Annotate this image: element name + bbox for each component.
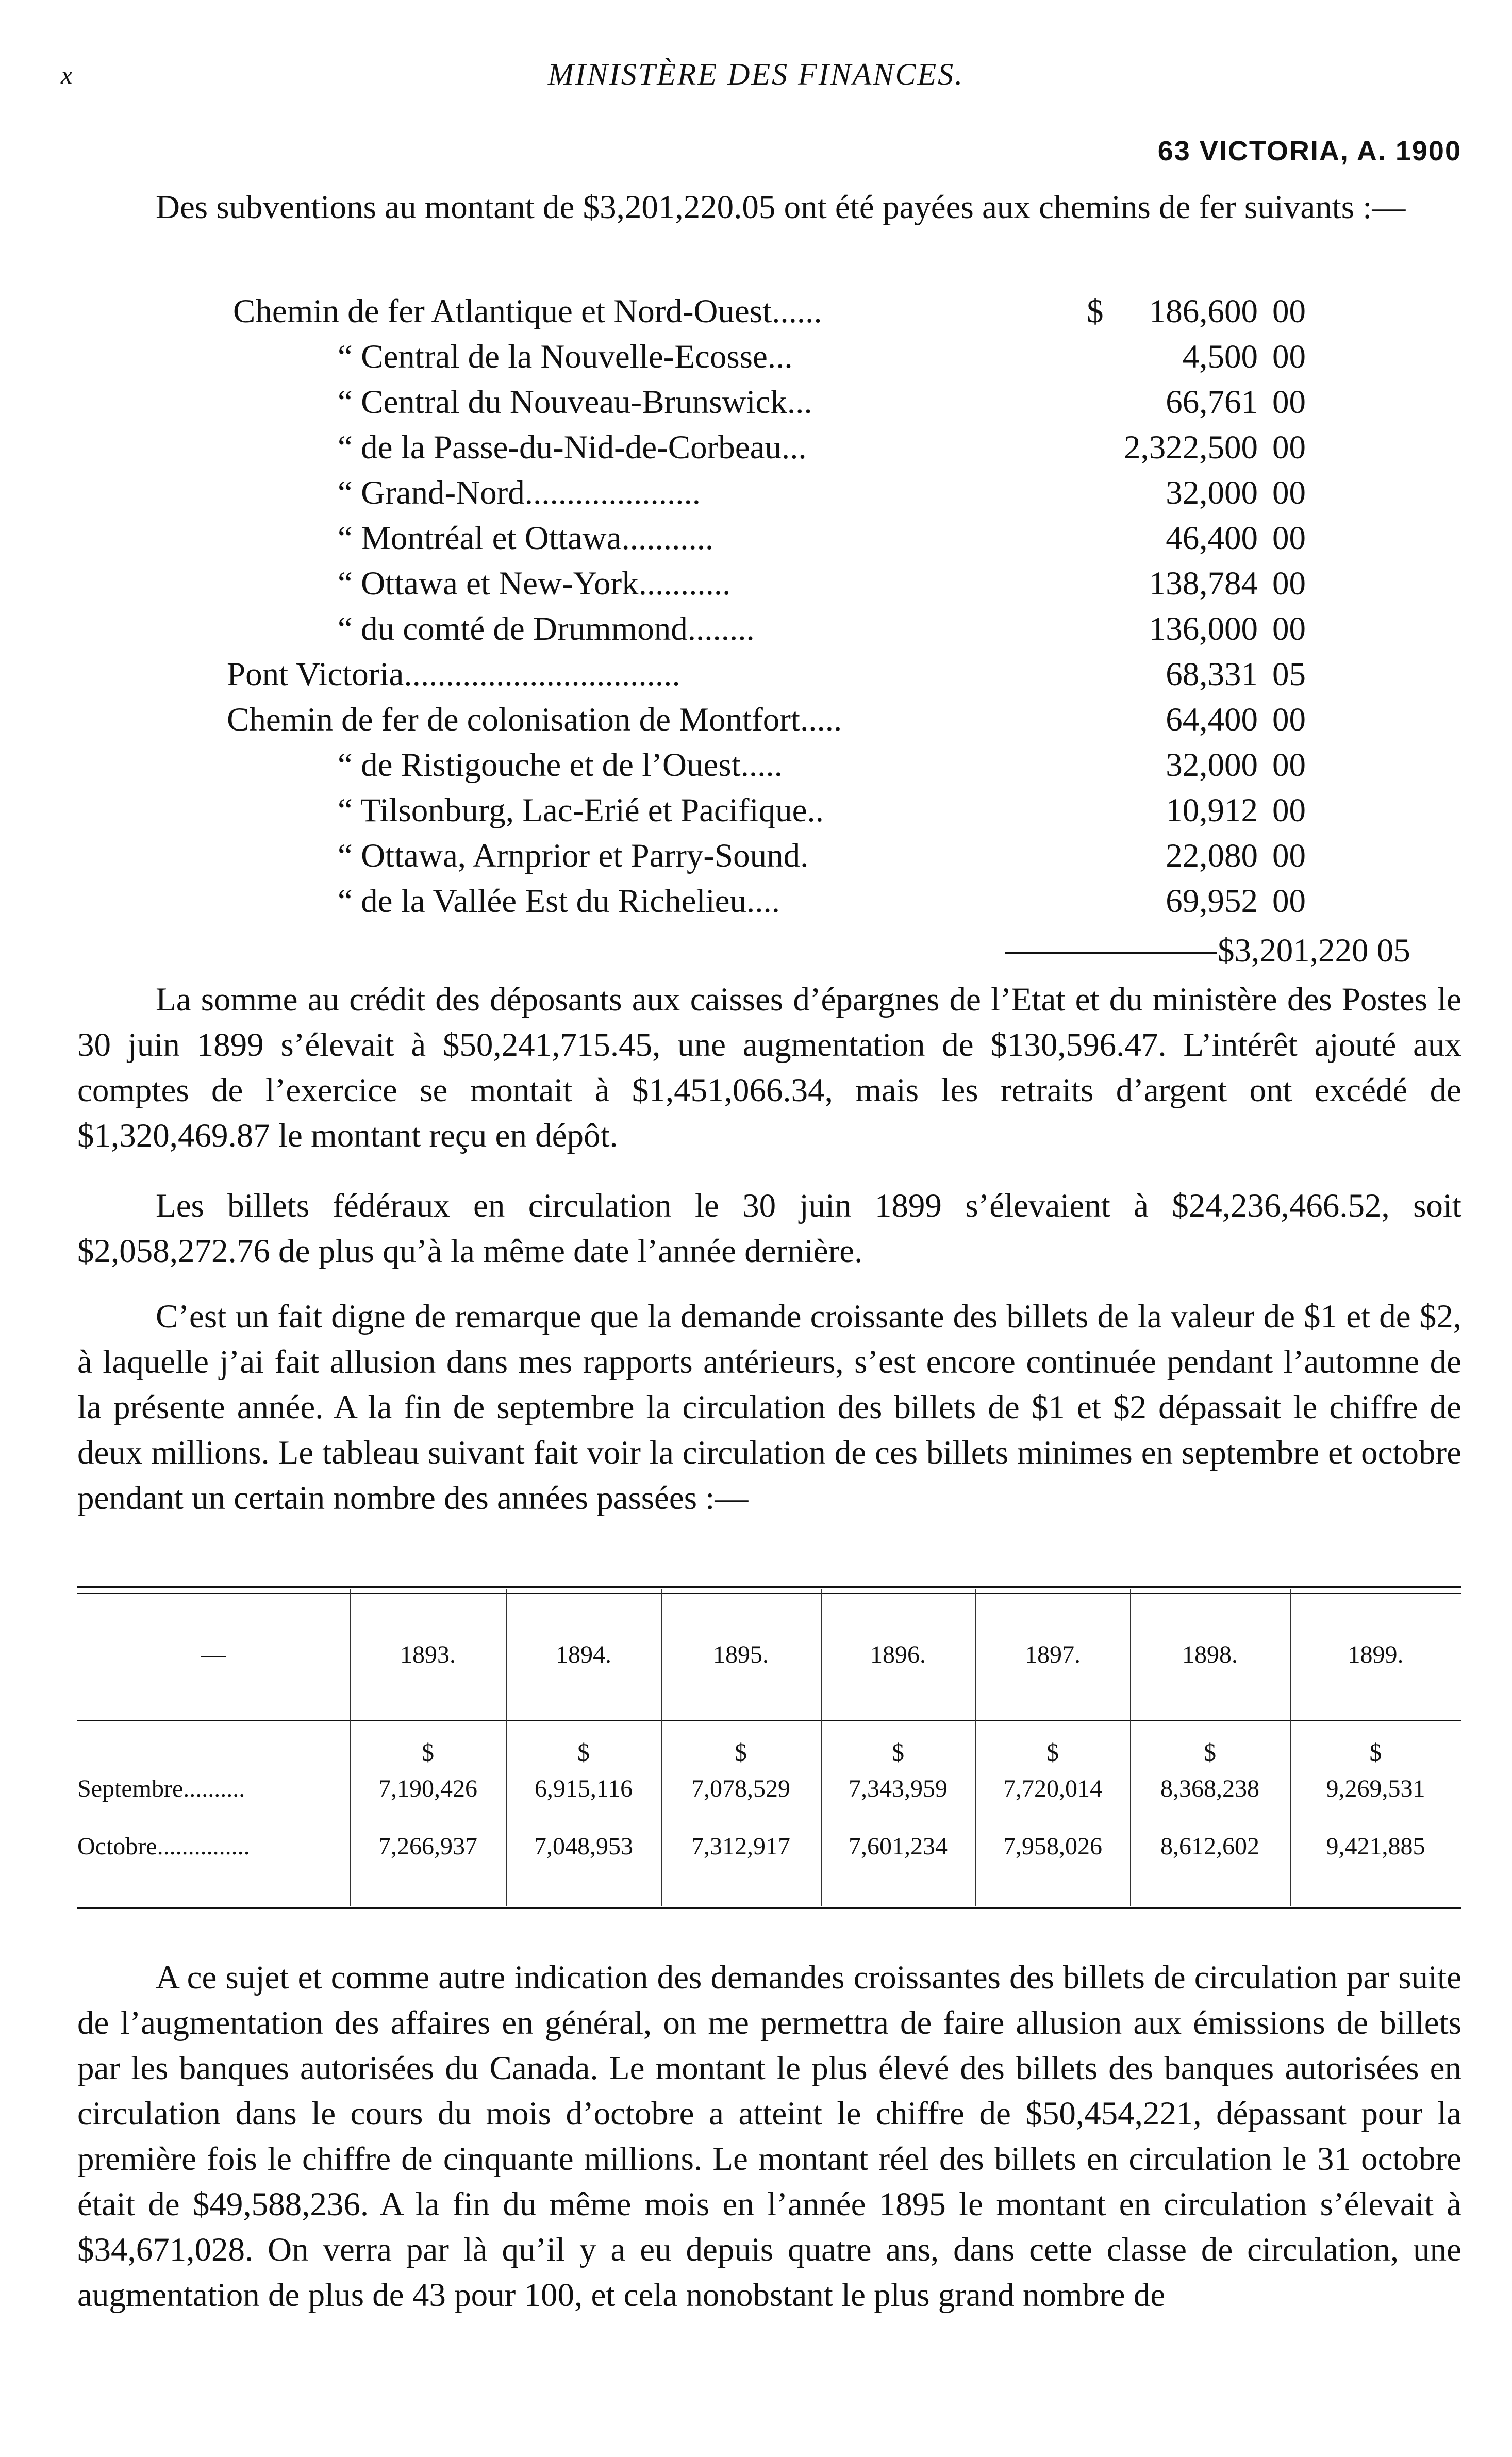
table-corner: — bbox=[201, 1641, 226, 1668]
subvention-amount: 66,761 bbox=[1166, 384, 1258, 421]
table-cell: 7,343,959 bbox=[849, 1775, 948, 1802]
table-cell: 8,368,238 bbox=[1160, 1775, 1259, 1802]
row-label: Octobre............... bbox=[77, 1833, 250, 1860]
subvention-row bbox=[77, 470, 1469, 516]
subvention-cents: 00 bbox=[1272, 293, 1306, 330]
table-cell: 7,958,026 bbox=[1003, 1833, 1102, 1860]
table-top-rule bbox=[77, 1586, 1461, 1588]
table-cell: 7,078,529 bbox=[691, 1775, 790, 1802]
subvention-amount: 4,500 bbox=[1182, 338, 1258, 375]
table-bottom-rule bbox=[77, 1907, 1461, 1909]
subvention-cents: 00 bbox=[1272, 883, 1306, 920]
subvention-name: “ de Ristigouche et de l’Ouest..... bbox=[338, 746, 783, 784]
table-cell: 7,601,234 bbox=[849, 1833, 948, 1860]
subvention-amount: 138,784 bbox=[1149, 565, 1258, 602]
table-cell: 8,612,602 bbox=[1160, 1833, 1259, 1860]
subvention-row bbox=[77, 379, 1469, 425]
table-top-rule-inner bbox=[77, 1593, 1461, 1594]
subvention-name: “ Tilsonburg, Lac-Erié et Pacifique.. bbox=[338, 792, 824, 829]
subvention-name: Chemin de fer de colonisation de Montfort..... bbox=[227, 701, 842, 738]
subvention-name: “ Ottawa et New-York........... bbox=[338, 565, 731, 602]
page-number: x bbox=[61, 60, 73, 89]
subvention-cents: 00 bbox=[1272, 338, 1306, 375]
table-cell: 7,720,014 bbox=[1003, 1775, 1102, 1802]
year-header: 1895. bbox=[713, 1641, 769, 1668]
subvention-row bbox=[77, 425, 1469, 470]
bank-notes-paragraph: A ce sujet et comme autre indication des demandes croissantes des billets de circulation par suite de l’augmentation des affaires en général, on me permettra de faire allusion aux émissions de billets par les banques autorisées du Canada. Le montant le plus élevé des billets des banques autorisées en circulation dans le cours du mois d’octobre a atteint le chiffre de $50,454,221, dépassant pour la première fois le chiffre de cinquante millions. Le montant réel des billets en circulation le 31 octobre était de $49,588,236. A la fin du même mois en l’année 1895 le montant en circulation s’élevait à $34,671,028. On verra par là qu’il y a eu depuis quatre ans, dans cette classe de circulation, une augmentation de plus de 43 pour 100, et cela nonobstant le plus grand nombre de bbox=[77, 1959, 1461, 2314]
subvention-row bbox=[77, 606, 1469, 652]
unit-label: $ bbox=[1204, 1739, 1216, 1766]
row-label: Septembre.......... bbox=[77, 1775, 245, 1802]
subvention-cents: 00 bbox=[1272, 746, 1306, 784]
subvention-cents: 00 bbox=[1272, 701, 1306, 738]
subvention-cents: 05 bbox=[1272, 656, 1306, 693]
year-header: 1899. bbox=[1348, 1641, 1404, 1668]
subvention-cents: 00 bbox=[1272, 474, 1306, 511]
currency-symbol: $ bbox=[1087, 293, 1104, 330]
subvention-name: Pont Victoria................................. bbox=[227, 656, 680, 693]
unit-label: $ bbox=[577, 1739, 590, 1766]
year-header: 1893. bbox=[400, 1641, 456, 1668]
table-cell: 9,421,885 bbox=[1326, 1833, 1425, 1860]
subvention-row bbox=[77, 878, 1469, 924]
subvention-amount: 32,000 bbox=[1166, 746, 1258, 784]
subvention-row bbox=[77, 697, 1469, 742]
subvention-cents: 00 bbox=[1272, 610, 1306, 648]
subvention-name: “ Montréal et Ottawa........... bbox=[338, 520, 714, 557]
subvention-name: “ Central de la Nouvelle-Ecosse... bbox=[338, 338, 793, 375]
subvention-row bbox=[77, 289, 1469, 334]
year-header: 1894. bbox=[556, 1641, 611, 1668]
subvention-cents: 00 bbox=[1272, 565, 1306, 602]
table-cell: 9,269,531 bbox=[1326, 1775, 1425, 1802]
subvention-row bbox=[77, 561, 1469, 606]
unit-label: $ bbox=[422, 1739, 434, 1766]
small-notes-paragraph: C’est un fait digne de remarque que la demande croissante des billets de la valeur de $1 et de $2, à laquelle j’ai fait allusion dans mes rapports antérieurs, s’est encore continuée pendant l’automne de la présente année. A la fin de septembre la circulation des billets de $1 et $2 dépassait le chiffre de deux millions. Le tableau suivant fait voir la circulation de ces billets minimes en septembre et octobre pendant un certain nombre des années passées :— bbox=[77, 1298, 1461, 1517]
unit-label: $ bbox=[1046, 1739, 1059, 1766]
year-header: 1898. bbox=[1182, 1641, 1238, 1668]
table-cell: 7,048,953 bbox=[534, 1833, 633, 1860]
subvention-name: Chemin de fer Atlantique et Nord-Ouest...... bbox=[233, 293, 822, 330]
subvention-cents: 00 bbox=[1272, 384, 1306, 421]
intro-paragraph: Des subventions au montant de $3,201,220.05 ont été payées aux chemins de fer suivants :— bbox=[156, 189, 1406, 226]
subvention-name: “ Central du Nouveau-Brunswick... bbox=[338, 384, 812, 421]
subvention-amount: 136,000 bbox=[1149, 610, 1258, 648]
subvention-amount: 46,400 bbox=[1166, 520, 1258, 557]
subvention-amount: 10,912 bbox=[1166, 792, 1258, 829]
subvention-row bbox=[77, 788, 1469, 833]
subvention-name: “ Ottawa, Arnprior et Parry-Sound. bbox=[338, 837, 809, 874]
subvention-row bbox=[77, 742, 1469, 788]
unit-label: $ bbox=[1369, 1739, 1382, 1766]
subvention-amount: 68,331 bbox=[1166, 656, 1258, 693]
subvention-name: “ de la Vallée Est du Richelieu.... bbox=[338, 883, 780, 920]
subvention-amount: 22,080 bbox=[1166, 837, 1258, 874]
subvention-amount: 32,000 bbox=[1166, 474, 1258, 511]
subvention-amount: 69,952 bbox=[1166, 883, 1258, 920]
subvention-name: “ Grand-Nord..................... bbox=[338, 474, 701, 511]
subvention-cents: 00 bbox=[1272, 792, 1306, 829]
year-header: 1896. bbox=[870, 1641, 926, 1668]
subvention-cents: 00 bbox=[1272, 837, 1306, 874]
total-rule bbox=[1005, 952, 1217, 954]
subventions-total: $3,201,220 05 bbox=[1218, 932, 1410, 969]
table-cell: 7,266,937 bbox=[378, 1833, 477, 1860]
subvention-amount: 64,400 bbox=[1166, 701, 1258, 738]
subvention-row bbox=[77, 833, 1469, 878]
year-header: 1897. bbox=[1025, 1641, 1081, 1668]
subvention-cents: 00 bbox=[1272, 429, 1306, 466]
subvention-name: “ de la Passe-du-Nid-de-Corbeau... bbox=[338, 429, 807, 466]
subvention-amount: 2,322,500 bbox=[1124, 429, 1258, 466]
page-title: MINISTÈRE DES FINANCES. bbox=[547, 57, 965, 91]
subvention-row bbox=[77, 516, 1469, 561]
session-label: 63 VICTORIA, A. 1900 bbox=[1157, 136, 1461, 167]
subvention-name: “ du comté de Drummond........ bbox=[338, 610, 755, 648]
table-header-rule bbox=[77, 1720, 1461, 1721]
unit-label: $ bbox=[735, 1739, 747, 1766]
subvention-cents: 00 bbox=[1272, 520, 1306, 557]
table-cell: 7,312,917 bbox=[691, 1833, 790, 1860]
unit-label: $ bbox=[892, 1739, 904, 1766]
table-cell: 6,915,116 bbox=[534, 1775, 633, 1802]
subvention-row bbox=[77, 652, 1469, 697]
federal-notes-paragraph: Les billets fédéraux en circulation le 30 juin 1899 s’élevaient à $24,236,466.52, soit $2,058,272.76 de plus qu’à la même date l’année dernière. bbox=[77, 1187, 1461, 1270]
subvention-row bbox=[77, 334, 1469, 379]
savings-paragraph: La somme au crédit des déposants aux caisses d’épargnes de l’Etat et du ministère des Postes le 30 juin 1899 s’élevait à $50,241,715.45, une augmentation de $130,596.47. L’intérêt ajouté aux comptes de l’exercice se montait à $1,451,066.34, mais les retraits d’argent ont excédé de $1,320,469.87 le montant reçu en dépôt. bbox=[77, 981, 1461, 1154]
table-cell: 7,190,426 bbox=[378, 1775, 477, 1802]
subvention-amount: 186,600 bbox=[1149, 293, 1258, 330]
